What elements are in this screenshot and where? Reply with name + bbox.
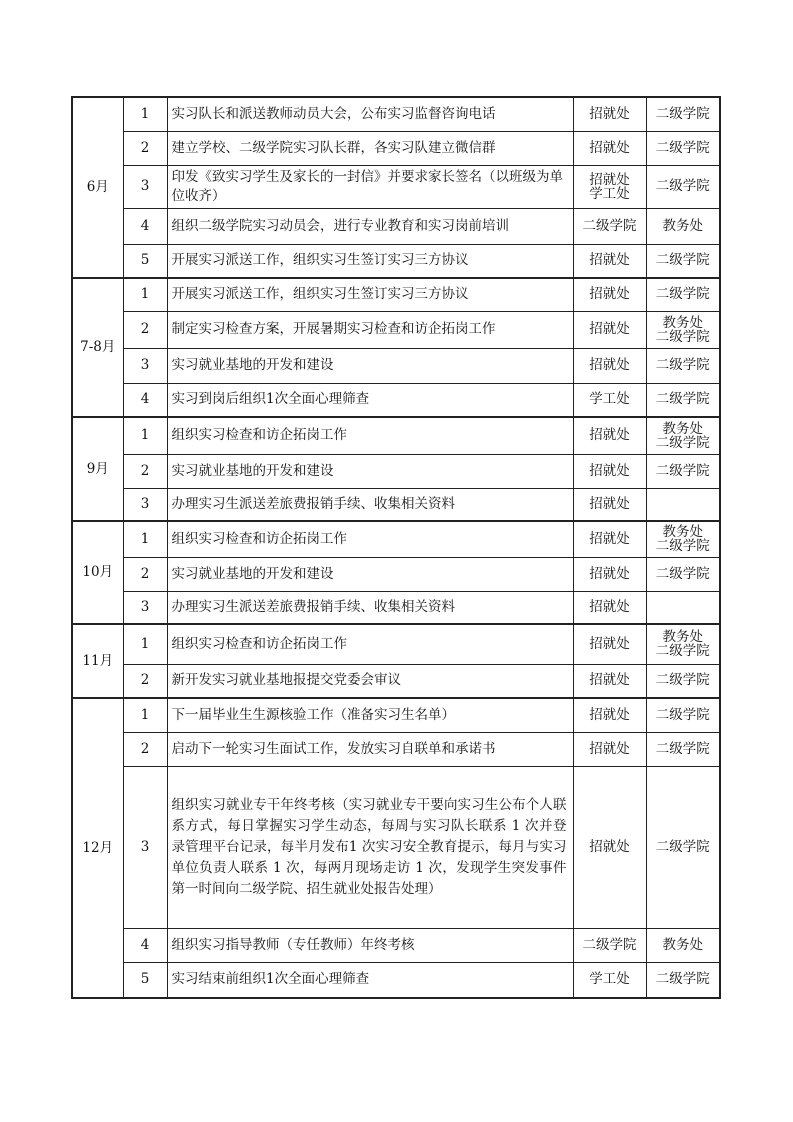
lead-department-name: 招就处 bbox=[589, 252, 630, 269]
assist-department-name: 二级学院 bbox=[655, 672, 710, 689]
lead-department bbox=[573, 591, 646, 624]
item-number: 1 bbox=[123, 521, 167, 557]
internship-schedule-table bbox=[71, 96, 721, 999]
task-description: 建立学校、二级学院实习队长群，各实习队建立微信群 bbox=[167, 131, 573, 165]
task-description: 实习就业基地的开发和建设 bbox=[167, 557, 573, 591]
month-cell: 12月 bbox=[72, 698, 123, 998]
task-description: 实习到岗后组织1次全面心理筛查 bbox=[167, 383, 573, 417]
table-row bbox=[72, 928, 720, 962]
assist-department bbox=[646, 698, 720, 732]
table-row bbox=[72, 557, 720, 591]
item-number: 5 bbox=[123, 244, 167, 278]
item-number: 1 bbox=[123, 624, 167, 664]
table-row bbox=[72, 591, 720, 624]
table-row bbox=[72, 454, 720, 488]
assist-department bbox=[646, 348, 720, 383]
lead-department bbox=[573, 732, 646, 766]
table-row bbox=[72, 732, 720, 766]
lead-department-name: 招就处 bbox=[589, 635, 630, 652]
task-description: 启动下一轮实习生面试工作，发放实习自联单和承诺书 bbox=[167, 732, 573, 766]
lead-department-name: 招就处 bbox=[589, 139, 630, 156]
assist-department bbox=[646, 454, 720, 488]
assist-department bbox=[646, 664, 720, 698]
assist-department bbox=[646, 521, 720, 557]
assist-department-name: 教务处 bbox=[662, 936, 703, 953]
lead-department bbox=[573, 766, 646, 928]
table-row bbox=[72, 348, 720, 383]
lead-department bbox=[573, 488, 646, 521]
lead-department bbox=[573, 278, 646, 311]
table-row bbox=[72, 488, 720, 521]
item-number: 1 bbox=[123, 97, 167, 131]
lead-department-name: 招就处 bbox=[589, 598, 630, 615]
item-number: 1 bbox=[123, 417, 167, 454]
task-description: 组织实习检查和访企拓岗工作 bbox=[167, 521, 573, 557]
assist-department-name: 二级学院 bbox=[655, 178, 710, 194]
lead-department bbox=[573, 131, 646, 165]
lead-department-name: 二级学院 bbox=[582, 217, 637, 234]
lead-department bbox=[573, 454, 646, 488]
lead-department-name: 招就处 bbox=[589, 427, 630, 444]
assist-department-name: 二级学院 bbox=[655, 971, 710, 988]
lead-department-name: 招就处 bbox=[589, 740, 630, 757]
lead-department bbox=[573, 348, 646, 383]
assist-department-name: 二级学院 bbox=[655, 643, 710, 660]
assist-department-name: 二级学院 bbox=[655, 838, 710, 855]
assist-department-name: 二级学院 bbox=[655, 462, 710, 479]
assist-department-name: 二级学院 bbox=[655, 139, 710, 156]
table-row bbox=[72, 208, 720, 244]
assist-department bbox=[646, 208, 720, 244]
table-row bbox=[72, 664, 720, 698]
assist-department bbox=[646, 244, 720, 278]
assist-department-name: 二级学院 bbox=[655, 286, 710, 303]
month-cell: 10月 bbox=[72, 521, 123, 624]
task-description: 组织实习就业专干年终考核（实习就业专干要向实习生公布个人联系方式，每日掌握实习学生动态，每周与实习队长联系 1 次并登录管理平台记录，每半月发布1 次实习安全教育提示，每月与实习单位负责人联系 1 次，每两月现场走访 1 次，发现学生突发事件第一时间向二级学院、招生就业处报告处理） bbox=[167, 766, 573, 928]
item-number: 4 bbox=[123, 928, 167, 962]
lead-department-name: 招就处 bbox=[589, 838, 630, 855]
task-description: 新开发实习就业基地报提交党委会审议 bbox=[167, 664, 573, 698]
lead-department-name: 招就处 bbox=[589, 357, 630, 373]
lead-department bbox=[573, 928, 646, 962]
assist-department bbox=[646, 417, 720, 454]
assist-department bbox=[646, 624, 720, 664]
table-row bbox=[72, 244, 720, 278]
item-number: 5 bbox=[123, 962, 167, 998]
table-row bbox=[72, 698, 720, 732]
lead-department-name: 招就处 bbox=[589, 321, 630, 337]
lead-department-name: 招就处 bbox=[589, 565, 630, 582]
task-description: 实习就业基地的开发和建设 bbox=[167, 454, 573, 488]
assist-department-name: 教务处 bbox=[662, 524, 703, 541]
table-row bbox=[72, 165, 720, 208]
month-cell: 7-8月 bbox=[72, 278, 123, 417]
task-description: 实习队长和派送教师动员大会，公布实习监督咨询电话 bbox=[167, 97, 573, 131]
assist-department-name: 二级学院 bbox=[655, 328, 710, 345]
item-number: 3 bbox=[123, 766, 167, 928]
lead-department-name: 招就处 bbox=[589, 672, 630, 689]
lead-department bbox=[573, 698, 646, 732]
assist-department-name: 二级学院 bbox=[655, 538, 710, 555]
item-number: 2 bbox=[123, 732, 167, 766]
table-row bbox=[72, 962, 720, 998]
lead-department bbox=[573, 208, 646, 244]
assist-department bbox=[646, 383, 720, 417]
lead-department bbox=[573, 557, 646, 591]
lead-department bbox=[573, 664, 646, 698]
assist-department-name: 二级学院 bbox=[655, 434, 710, 451]
table-row bbox=[72, 624, 720, 664]
item-number: 2 bbox=[123, 557, 167, 591]
lead-department-name: 招就处 bbox=[589, 706, 630, 723]
task-description: 实习就业基地的开发和建设 bbox=[167, 348, 573, 383]
task-description: 组织实习检查和访企拓岗工作 bbox=[167, 417, 573, 454]
lead-department bbox=[573, 624, 646, 664]
assist-department-name: 二级学院 bbox=[655, 391, 710, 408]
lead-department-name: 招就处 bbox=[589, 530, 630, 547]
assist-department bbox=[646, 131, 720, 165]
lead-department-name: 招就处 bbox=[589, 171, 630, 188]
assist-department bbox=[646, 278, 720, 311]
schedule-body bbox=[72, 97, 720, 998]
lead-department-name: 学工处 bbox=[589, 391, 630, 408]
lead-department-name: 招就处 bbox=[589, 495, 630, 512]
assist-department bbox=[646, 557, 720, 591]
assist-department bbox=[646, 962, 720, 998]
item-number: 3 bbox=[123, 591, 167, 624]
month-cell: 11月 bbox=[72, 624, 123, 698]
lead-department-name: 招就处 bbox=[589, 462, 630, 479]
item-number: 3 bbox=[123, 165, 167, 208]
assist-department bbox=[646, 311, 720, 348]
assist-department-name: 二级学院 bbox=[655, 706, 710, 723]
lead-department bbox=[573, 521, 646, 557]
item-number: 4 bbox=[123, 383, 167, 417]
task-description: 组织二级学院实习动员会，进行专业教育和实习岗前培训 bbox=[167, 208, 573, 244]
table-row bbox=[72, 97, 720, 131]
assist-department-name: 二级学院 bbox=[655, 252, 710, 269]
task-description: 制定实习检查方案，开展暑期实习检查和访企拓岗工作 bbox=[167, 311, 573, 348]
lead-department-name: 二级学院 bbox=[582, 936, 637, 953]
assist-department bbox=[646, 97, 720, 131]
assist-department bbox=[646, 165, 720, 208]
task-description: 组织实习检查和访企拓岗工作 bbox=[167, 624, 573, 664]
table-row bbox=[72, 278, 720, 311]
task-description: 办理实习生派送差旅费报销手续、收集相关资料 bbox=[167, 488, 573, 521]
assist-department bbox=[646, 732, 720, 766]
assist-department-name: 二级学院 bbox=[655, 105, 710, 122]
month-cell: 9月 bbox=[72, 417, 123, 521]
assist-department-name: 教务处 bbox=[662, 314, 703, 331]
lead-department-name: 学工处 bbox=[589, 971, 630, 988]
lead-department bbox=[573, 244, 646, 278]
lead-department-name: 学工处 bbox=[589, 185, 630, 202]
assist-department bbox=[646, 766, 720, 928]
lead-department bbox=[573, 311, 646, 348]
item-number: 2 bbox=[123, 664, 167, 698]
task-description: 下一届毕业生生源核验工作（准备实习生名单） bbox=[167, 698, 573, 732]
task-description: 办理实习生派送差旅费报销手续、收集相关资料 bbox=[167, 591, 573, 624]
assist-department bbox=[646, 591, 720, 624]
item-number: 3 bbox=[123, 488, 167, 521]
lead-department bbox=[573, 962, 646, 998]
item-number: 3 bbox=[123, 348, 167, 383]
task-description: 组织实习指导教师（专任教师）年终考核 bbox=[167, 928, 573, 962]
task-description: 开展实习派送工作，组织实习生签订实习三方协议 bbox=[167, 278, 573, 311]
table-row bbox=[72, 766, 720, 928]
task-description: 实习结束前组织1次全面心理筛查 bbox=[167, 962, 573, 998]
assist-department bbox=[646, 488, 720, 521]
item-number: 2 bbox=[123, 311, 167, 348]
assist-department-name: 二级学院 bbox=[655, 740, 710, 757]
lead-department bbox=[573, 417, 646, 454]
lead-department bbox=[573, 383, 646, 417]
assist-department-name: 二级学院 bbox=[655, 357, 710, 373]
table-row bbox=[72, 417, 720, 454]
assist-department-name: 二级学院 bbox=[655, 565, 710, 582]
assist-department-name: 教务处 bbox=[662, 217, 703, 234]
item-number: 1 bbox=[123, 278, 167, 311]
assist-department-name: 教务处 bbox=[662, 629, 703, 646]
item-number: 2 bbox=[123, 454, 167, 488]
table-row bbox=[72, 311, 720, 348]
month-cell: 6月 bbox=[72, 97, 123, 278]
lead-department bbox=[573, 97, 646, 131]
item-number: 4 bbox=[123, 208, 167, 244]
item-number: 1 bbox=[123, 698, 167, 732]
lead-department-name: 招就处 bbox=[589, 105, 630, 122]
assist-department-name: 教务处 bbox=[662, 420, 703, 437]
task-description: 开展实习派送工作，组织实习生签订实习三方协议 bbox=[167, 244, 573, 278]
assist-department bbox=[646, 928, 720, 962]
lead-department-name: 招就处 bbox=[589, 286, 630, 303]
table-row bbox=[72, 383, 720, 417]
table-row bbox=[72, 521, 720, 557]
item-number: 2 bbox=[123, 131, 167, 165]
lead-department bbox=[573, 165, 646, 208]
table-row bbox=[72, 131, 720, 165]
task-description: 印发《致实习学生及家长的一封信》并要求家长签名（以班级为单位收齐） bbox=[167, 165, 573, 208]
